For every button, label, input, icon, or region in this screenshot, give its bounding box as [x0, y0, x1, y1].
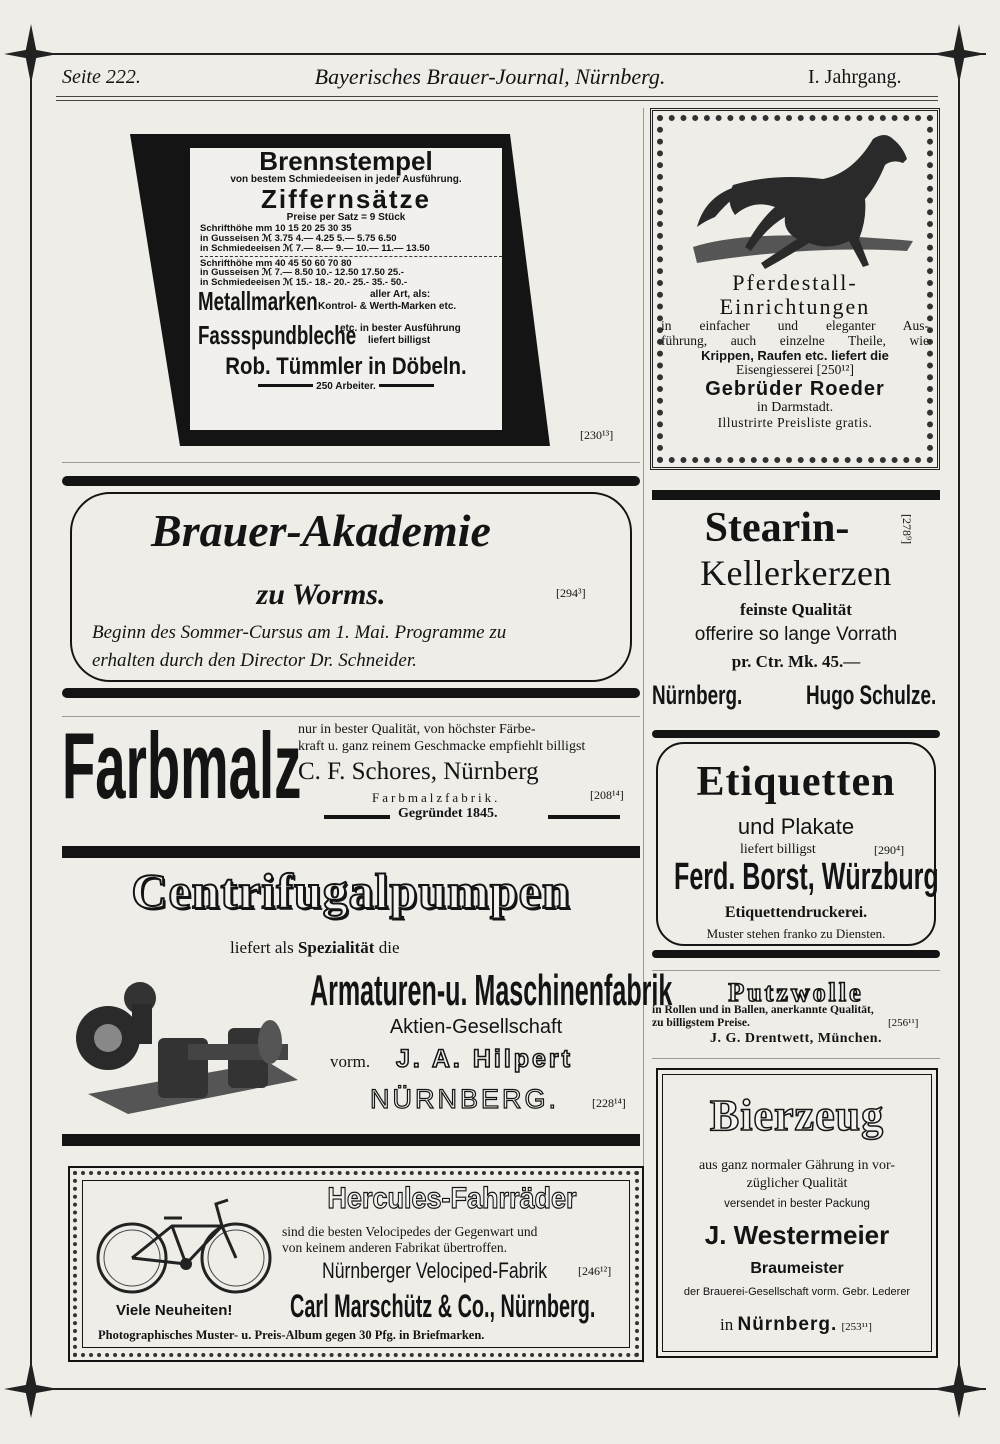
- hercules-text: von keinem anderen Fabrikat übertroffen.: [282, 1240, 508, 1255]
- ad-farbmalz: [62, 713, 640, 832]
- ad-pferdestall: [650, 108, 940, 470]
- bierzeug-text: aus ganz normaler Gährung in vor-: [698, 1158, 896, 1173]
- etiquetten-title: Etiquetten: [696, 759, 896, 805]
- price-row: in Schmiedeeisen ℳ 7.— 8.— 9.— 10.— 11.— 13.50: [200, 242, 430, 254]
- akademie-text: Beginn des Sommer-Cursus am 1. Mai. Programme zu: [92, 622, 507, 643]
- ad-hercules: [68, 1166, 644, 1362]
- brennstempel-workers: 250 Arbeiter.: [316, 380, 376, 392]
- bierzeug-city: Nürnberg.: [737, 1314, 838, 1335]
- stearin-name: Hugo Schulze.: [806, 680, 937, 710]
- centrifugal-owner: J. A. Hilpert: [396, 1045, 573, 1073]
- akademie-city: zu Worms.: [256, 578, 386, 611]
- pferdestall-text: in einfacher und eleganter Aus-: [661, 318, 929, 334]
- etiquetten-samples: Muster stehen franko zu Diensten.: [706, 926, 886, 941]
- pump-illustration: [68, 974, 308, 1124]
- pferdestall-catalog: Illustrirte Preisliste gratis.: [717, 414, 873, 430]
- ad-separator-bar: [62, 846, 640, 858]
- farbmalz-text: kraft u. ganz reinem Geschmacke empfiehlt billigst: [298, 739, 586, 754]
- bierzeug-ref: [253¹¹]: [841, 1321, 872, 1333]
- pferdestall-title2: Einrichtungen: [719, 294, 871, 320]
- etiquetten-company: Ferd. Borst, Würzburg: [674, 856, 939, 898]
- bierzeug-city-prefix: in: [720, 1315, 734, 1334]
- etiquetten-kind: Etiquettendruckerei.: [724, 904, 868, 921]
- centrifugal-deliver: liefert als: [230, 938, 294, 957]
- fass-note-1: etc. in bester Ausführung: [340, 323, 461, 335]
- fassspund-label: Fassspundbleche: [198, 320, 357, 351]
- brennstempel-price-head: Preise per Satz = 9 Stück: [286, 212, 406, 224]
- hercules-ref: [246¹²]: [578, 1264, 612, 1278]
- metallmarken-label: Metallmarken: [198, 286, 318, 317]
- centrifugal-city: NÜRNBERG.: [370, 1084, 560, 1114]
- pferdestall-text: führung, auch einzelne Theile, wie: [661, 333, 929, 349]
- ad-akademie: [62, 476, 640, 698]
- pferdestall-text: Krippen, Raufen etc. liefert die: [701, 348, 889, 364]
- fass-note-2: liefert billigst: [368, 335, 431, 347]
- putzwolle-text: in Rollen und in Ballen, anerkannte Qualität,: [652, 1004, 874, 1016]
- pferdestall-title1: Pferdestall-: [732, 270, 858, 295]
- price-row: in Gusseisen ℳ 3.75 4.— 4.25 5.— 5.75 6.50: [200, 232, 397, 244]
- stearin-title2: Kellerkerzen: [700, 553, 892, 593]
- price-row: in Gusseisen ℳ 7.— 8.50 10.- 12.50 17.50 25.-: [200, 267, 404, 279]
- brennstempel-title: Brennstempel: [259, 146, 433, 176]
- centrifugal-ref: [228¹⁴]: [592, 1096, 626, 1110]
- stearin-title1: Stearin-: [704, 505, 850, 551]
- header-rule-2: [56, 100, 938, 101]
- bierzeug-name: J. Westermeier: [704, 1220, 890, 1250]
- farbmalz-factory: Farbmalzfabrik.: [372, 790, 501, 805]
- hercules-news: Viele Neuheiten!: [116, 1302, 233, 1319]
- horse-illustration: [683, 127, 923, 272]
- putzwolle-ref: [256¹¹]: [888, 1017, 919, 1029]
- akademie-title: Brauer-Akademie: [151, 505, 491, 556]
- hercules-album: Photographisches Muster- u. Preis-Album gegen 30 Pfg. in Briefmarken.: [98, 1328, 485, 1342]
- ad-separator: [652, 970, 940, 971]
- journal-title: Bayerisches Brauer-Journal, Nürnberg.: [314, 64, 666, 89]
- volume-label: I. Jahrgang.: [808, 66, 902, 88]
- ad-separator: [62, 462, 640, 463]
- price-row: in Schmiedeeisen ℳ 15.- 18.- 20.- 25.- 35.- 50.-: [200, 277, 408, 289]
- pferdestall-company: Gebrüder Roeder: [705, 378, 885, 401]
- farbmalz-ref: [208¹⁴]: [590, 788, 624, 802]
- ad-putzwolle: [652, 980, 940, 1050]
- ad-stearin: [652, 490, 940, 714]
- centrifugal-deliver-end: die: [378, 938, 400, 957]
- farbmalz-company: C. F. Schores, Nürnberg: [298, 758, 539, 785]
- ad-brennstempel: [130, 134, 550, 446]
- stearin-quality: feinste Qualität: [740, 600, 852, 619]
- hercules-title: Hercules-Fahrräder: [327, 1182, 577, 1215]
- akademie-text: erhalten durch den Director Dr. Schneider.: [92, 650, 417, 671]
- centrifugal-ag: Aktien-Gesellschaft: [389, 1016, 563, 1038]
- etiquetten-sub: und Plakate: [737, 814, 855, 839]
- brennstempel-sub: von bestem Schmiedeeisen in jeder Ausführung.: [230, 174, 462, 186]
- bierzeug-role: Braumeister: [750, 1260, 844, 1277]
- centrifugal-company: Armaturen-u. Maschinenfabrik: [310, 966, 673, 1015]
- putzwolle-text: zu billigstem Preise.: [652, 1017, 750, 1029]
- brennstempel-company: Rob. Tümmler in Döbeln.: [225, 353, 467, 381]
- farbmalz-founded: Gegründet 1845.: [398, 806, 498, 821]
- bierzeug-text: versendet in bester Packung: [724, 1198, 870, 1210]
- etiquetten-deliver: liefert billigst: [740, 842, 816, 857]
- bierzeug-text: züglicher Qualität: [746, 1176, 848, 1191]
- ad-centrifugal: [62, 862, 673, 1132]
- centrifugal-title: Centrifugalpumpen: [131, 863, 571, 919]
- etiquetten-ref: [290⁴]: [874, 843, 905, 857]
- stearin-price: pr. Ctr. Mk. 45.—: [731, 652, 861, 671]
- farbmalz-title: Farbmalz: [62, 713, 302, 818]
- pferdestall-foundry: Eisengiesserei [250¹²]: [736, 362, 854, 378]
- price-row: Schrifthöhe mm 10 15 20 25 30 35: [200, 222, 352, 234]
- centrifugal-specialty: Spezialität: [297, 938, 375, 957]
- centrifugal-vorm: vorm.: [330, 1052, 371, 1071]
- header-rule: [56, 96, 938, 97]
- bierzeug-company: der Brauerei-Gesellschaft vorm. Gebr. Lederer: [683, 1286, 911, 1298]
- stearin-offer: offerire so lange Vorrath: [694, 624, 898, 645]
- stearin-city: Nürnberg.: [652, 680, 743, 710]
- metall-note-2: Kontrol- & Werth-Marken etc.: [318, 301, 457, 313]
- metall-note-1: aller Art, als:: [370, 289, 431, 301]
- ad-separator: [652, 1058, 940, 1059]
- price-row: Schrifthöhe mm 40 45 50 60 70 80: [200, 257, 352, 269]
- ad-separator-bar: [62, 1134, 640, 1146]
- ad-bierzeug: [656, 1068, 938, 1358]
- stearin-ref: [278⁹]: [900, 514, 914, 545]
- farbmalz-text: nur in bester Qualität, von höchster Färbe-: [298, 722, 536, 737]
- hercules-company: Carl Marschütz & Co., Nürnberg.: [290, 1288, 596, 1324]
- bicycle-illustration: [94, 1188, 274, 1298]
- putzwolle-company: J. G. Drentwett, München.: [709, 1031, 883, 1046]
- hercules-text: sind die besten Velocipedes der Gegenwart und: [282, 1224, 538, 1239]
- hercules-factory: Nürnberger Velociped-Fabrik: [322, 1258, 548, 1283]
- putzwolle-title: Putzwolle: [728, 978, 864, 1007]
- bierzeug-title: Bierzeug: [709, 1091, 885, 1140]
- akademie-ref: [294³]: [556, 586, 586, 600]
- page-number: Seite 222.: [62, 66, 141, 88]
- brennstempel-ref: [230¹³]: [580, 428, 614, 442]
- ad-etiquetten: [652, 730, 940, 958]
- pferdestall-city: in Darmstadt.: [756, 400, 834, 416]
- brennstempel-title2: Ziffernsätze: [261, 183, 431, 214]
